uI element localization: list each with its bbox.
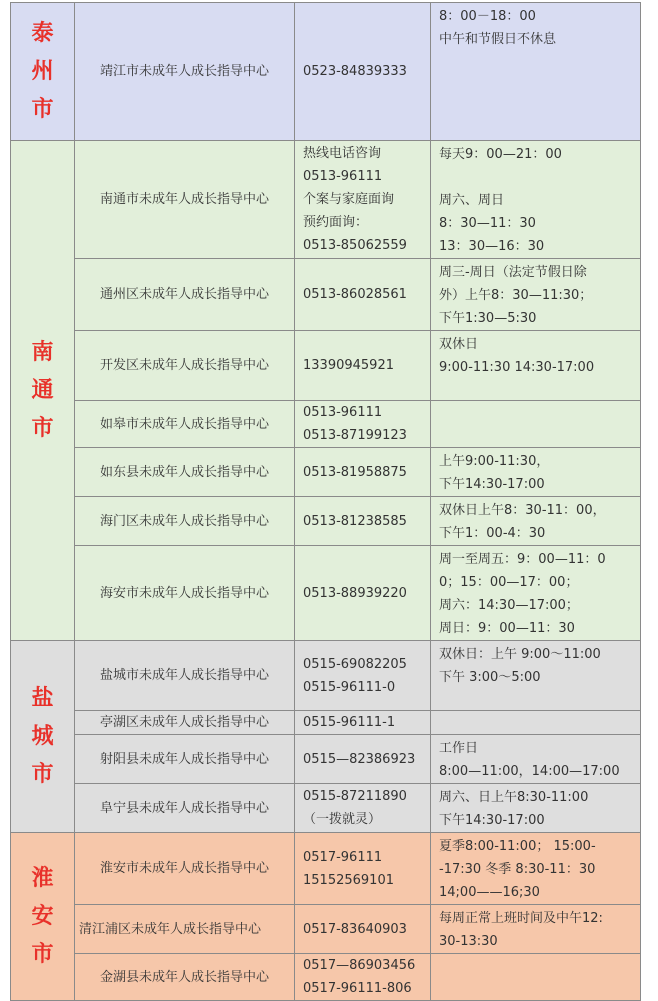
table-row <box>11 448 641 497</box>
phone-cell <box>295 546 431 641</box>
center-name: 靖江市未成年人成长指导中心 <box>75 3 295 141</box>
hours-cell <box>431 711 641 735</box>
hours-cell <box>431 905 641 954</box>
phone-line: （一拨就灵） <box>303 812 382 827</box>
phone-line: 0513-96111 <box>303 169 383 184</box>
phone-cell <box>295 331 431 401</box>
phone-line: 0515—82386923 <box>303 751 416 767</box>
center-name: 金湖县未成年人成长指导中心 <box>75 954 295 1001</box>
phone-cell <box>295 735 431 784</box>
hours-line: 夏季8:00-11:00； 15:00- <box>439 839 596 854</box>
city-cell: 盐 城 市 <box>11 641 75 833</box>
phone-line: 0517—86903456 <box>303 958 416 973</box>
hours-cell <box>431 497 641 546</box>
table-row <box>11 546 641 641</box>
phone-line: 0513-87199123 <box>303 428 407 443</box>
hours-line: 周六、日上午8:30-11:00 <box>439 790 589 805</box>
center-name: 阜宁县未成年人成长指导中心 <box>75 784 295 833</box>
hours-line: 工作日 <box>439 741 479 756</box>
hours-line: 14;00——16;30 <box>439 885 540 900</box>
table-row <box>11 641 641 711</box>
hours-line <box>439 166 632 189</box>
phone-line: 热线电话咨询 <box>303 146 382 161</box>
center-name: 通州区未成年人成长指导中心 <box>75 259 295 331</box>
center-name: 海安市未成年人成长指导中心 <box>75 546 295 641</box>
hours-line: 下午14:30-17:00 <box>439 477 545 492</box>
hours-cell <box>431 833 641 905</box>
hours-line: 周三-周日（法定节假日除 <box>439 265 587 280</box>
city-cell: 淮 安 市 <box>11 833 75 1001</box>
table-row <box>11 259 641 331</box>
phone-cell <box>295 259 431 331</box>
hours-line: 下午 3:00～5:00 <box>439 670 541 685</box>
phone-line: 0515-69082205 <box>303 656 407 672</box>
table-row <box>11 833 641 905</box>
phone-cell <box>295 3 431 141</box>
hours-line: 8：30—11：30 <box>439 216 536 231</box>
hours-cell <box>431 735 641 784</box>
phone-cell <box>295 448 431 497</box>
phone-cell <box>295 497 431 546</box>
phone-line: 0513-85062559 <box>303 238 407 253</box>
hours-line: 周六：14:30—17:00； <box>439 598 579 613</box>
hours-cell <box>431 641 641 711</box>
center-name: 清江浦区未成年人成长指导中心 <box>75 905 295 954</box>
table-row <box>11 711 641 735</box>
hours-line: 30-13:30 <box>439 934 498 949</box>
hours-line: 下午1：00-4：30 <box>439 526 546 541</box>
table-row <box>11 735 641 784</box>
hours-cell <box>431 3 641 141</box>
center-name: 海门区未成年人成长指导中心 <box>75 497 295 546</box>
hours-line: 9:00-11:30 14:30-17:00 <box>439 360 595 375</box>
hours-line: 8:00—11:00，14:00—17:00 <box>439 764 620 779</box>
hours-cell <box>431 954 641 1001</box>
center-name: 如皋市未成年人成长指导中心 <box>75 401 295 448</box>
phone-line: 0517-96111 <box>303 849 383 865</box>
table-row <box>11 401 641 448</box>
phone-line: 0513-96111 <box>303 405 383 420</box>
phone-cell <box>295 833 431 905</box>
phone-line: 个案与家庭面询 <box>303 192 395 207</box>
table-row <box>11 3 641 141</box>
hours-cell <box>431 448 641 497</box>
phone-line: 0515-96111-0 <box>303 679 396 695</box>
hours-line: 中午和节假日不休息 <box>439 32 557 47</box>
hours-line: 周一至周五：9：00—11：0 <box>439 552 606 567</box>
phone-line: 0517-83640903 <box>303 921 407 937</box>
hours-line: 13：30—16：30 <box>439 239 545 254</box>
table-row <box>11 141 641 259</box>
hours-cell <box>431 401 641 448</box>
phone-cell <box>295 401 431 448</box>
phone-cell <box>295 641 431 711</box>
hours-line: 双休日：上午 9:00～11:00 <box>439 647 601 662</box>
hours-line: 外）上午8：30—11:30； <box>439 288 593 303</box>
hours-line: 双休日上午8：30-11：00， <box>439 503 606 518</box>
hours-line: 周六、周日 <box>439 193 505 208</box>
hours-cell <box>431 141 641 259</box>
phone-line: 0523-84839333 <box>303 64 407 79</box>
center-name: 如东县未成年人成长指导中心 <box>75 448 295 497</box>
table-row <box>11 905 641 954</box>
phone-cell <box>295 954 431 1001</box>
table-row <box>11 331 641 401</box>
phone-line: 13390945921 <box>303 358 394 373</box>
phone-line: 0513-88939220 <box>303 585 407 601</box>
hours-cell <box>431 331 641 401</box>
hours-line: 每天9：00—21：00 <box>439 147 562 162</box>
phone-line: 预约面询： <box>303 215 369 230</box>
hours-line: 下午14:30-17:00 <box>439 813 545 828</box>
hours-line: 0；15：00—17：00； <box>439 575 579 590</box>
city-cell: 南 通 市 <box>11 141 75 641</box>
phone-cell <box>295 905 431 954</box>
phone-cell <box>295 141 431 259</box>
table-row <box>11 954 641 1001</box>
city-cell: 泰 州 市 <box>11 3 75 141</box>
table-row <box>11 497 641 546</box>
phone-line: 0513-81958875 <box>303 464 407 480</box>
table-row <box>11 784 641 833</box>
phone-cell <box>295 711 431 735</box>
hours-line: 下午1:30—5:30 <box>439 311 537 326</box>
center-name: 盐城市未成年人成长指导中心 <box>75 641 295 711</box>
phone-line: 0515-87211890 <box>303 789 407 804</box>
hours-cell <box>431 784 641 833</box>
center-name: 开发区未成年人成长指导中心 <box>75 331 295 401</box>
phone-line: 0515-96111-1 <box>303 715 396 730</box>
center-name: 射阳县未成年人成长指导中心 <box>75 735 295 784</box>
hours-line: 上午9:00-11:30， <box>439 454 550 469</box>
hours-cell <box>431 259 641 331</box>
phone-line: 15152569101 <box>303 872 394 888</box>
center-name: 淮安市未成年人成长指导中心 <box>75 833 295 905</box>
center-name: 亭湖区未成年人成长指导中心 <box>75 711 295 735</box>
hours-line: -17:30 冬季 8:30-11：30 <box>439 862 596 877</box>
phone-line: 0513-81238585 <box>303 513 407 529</box>
guidance-center-table <box>10 2 641 1001</box>
phone-line: 0517-96111-806 <box>303 981 412 996</box>
center-name: 南通市未成年人成长指导中心 <box>75 141 295 259</box>
hours-line: 每周正常上班时间及中午12: <box>439 911 603 926</box>
phone-cell <box>295 784 431 833</box>
hours-line: 8：00－18：00 <box>439 9 536 24</box>
hours-cell <box>431 546 641 641</box>
hours-line: 双休日 <box>439 337 479 352</box>
hours-line: 周日：9：00—11：30 <box>439 621 575 636</box>
phone-line: 0513-86028561 <box>303 287 407 302</box>
